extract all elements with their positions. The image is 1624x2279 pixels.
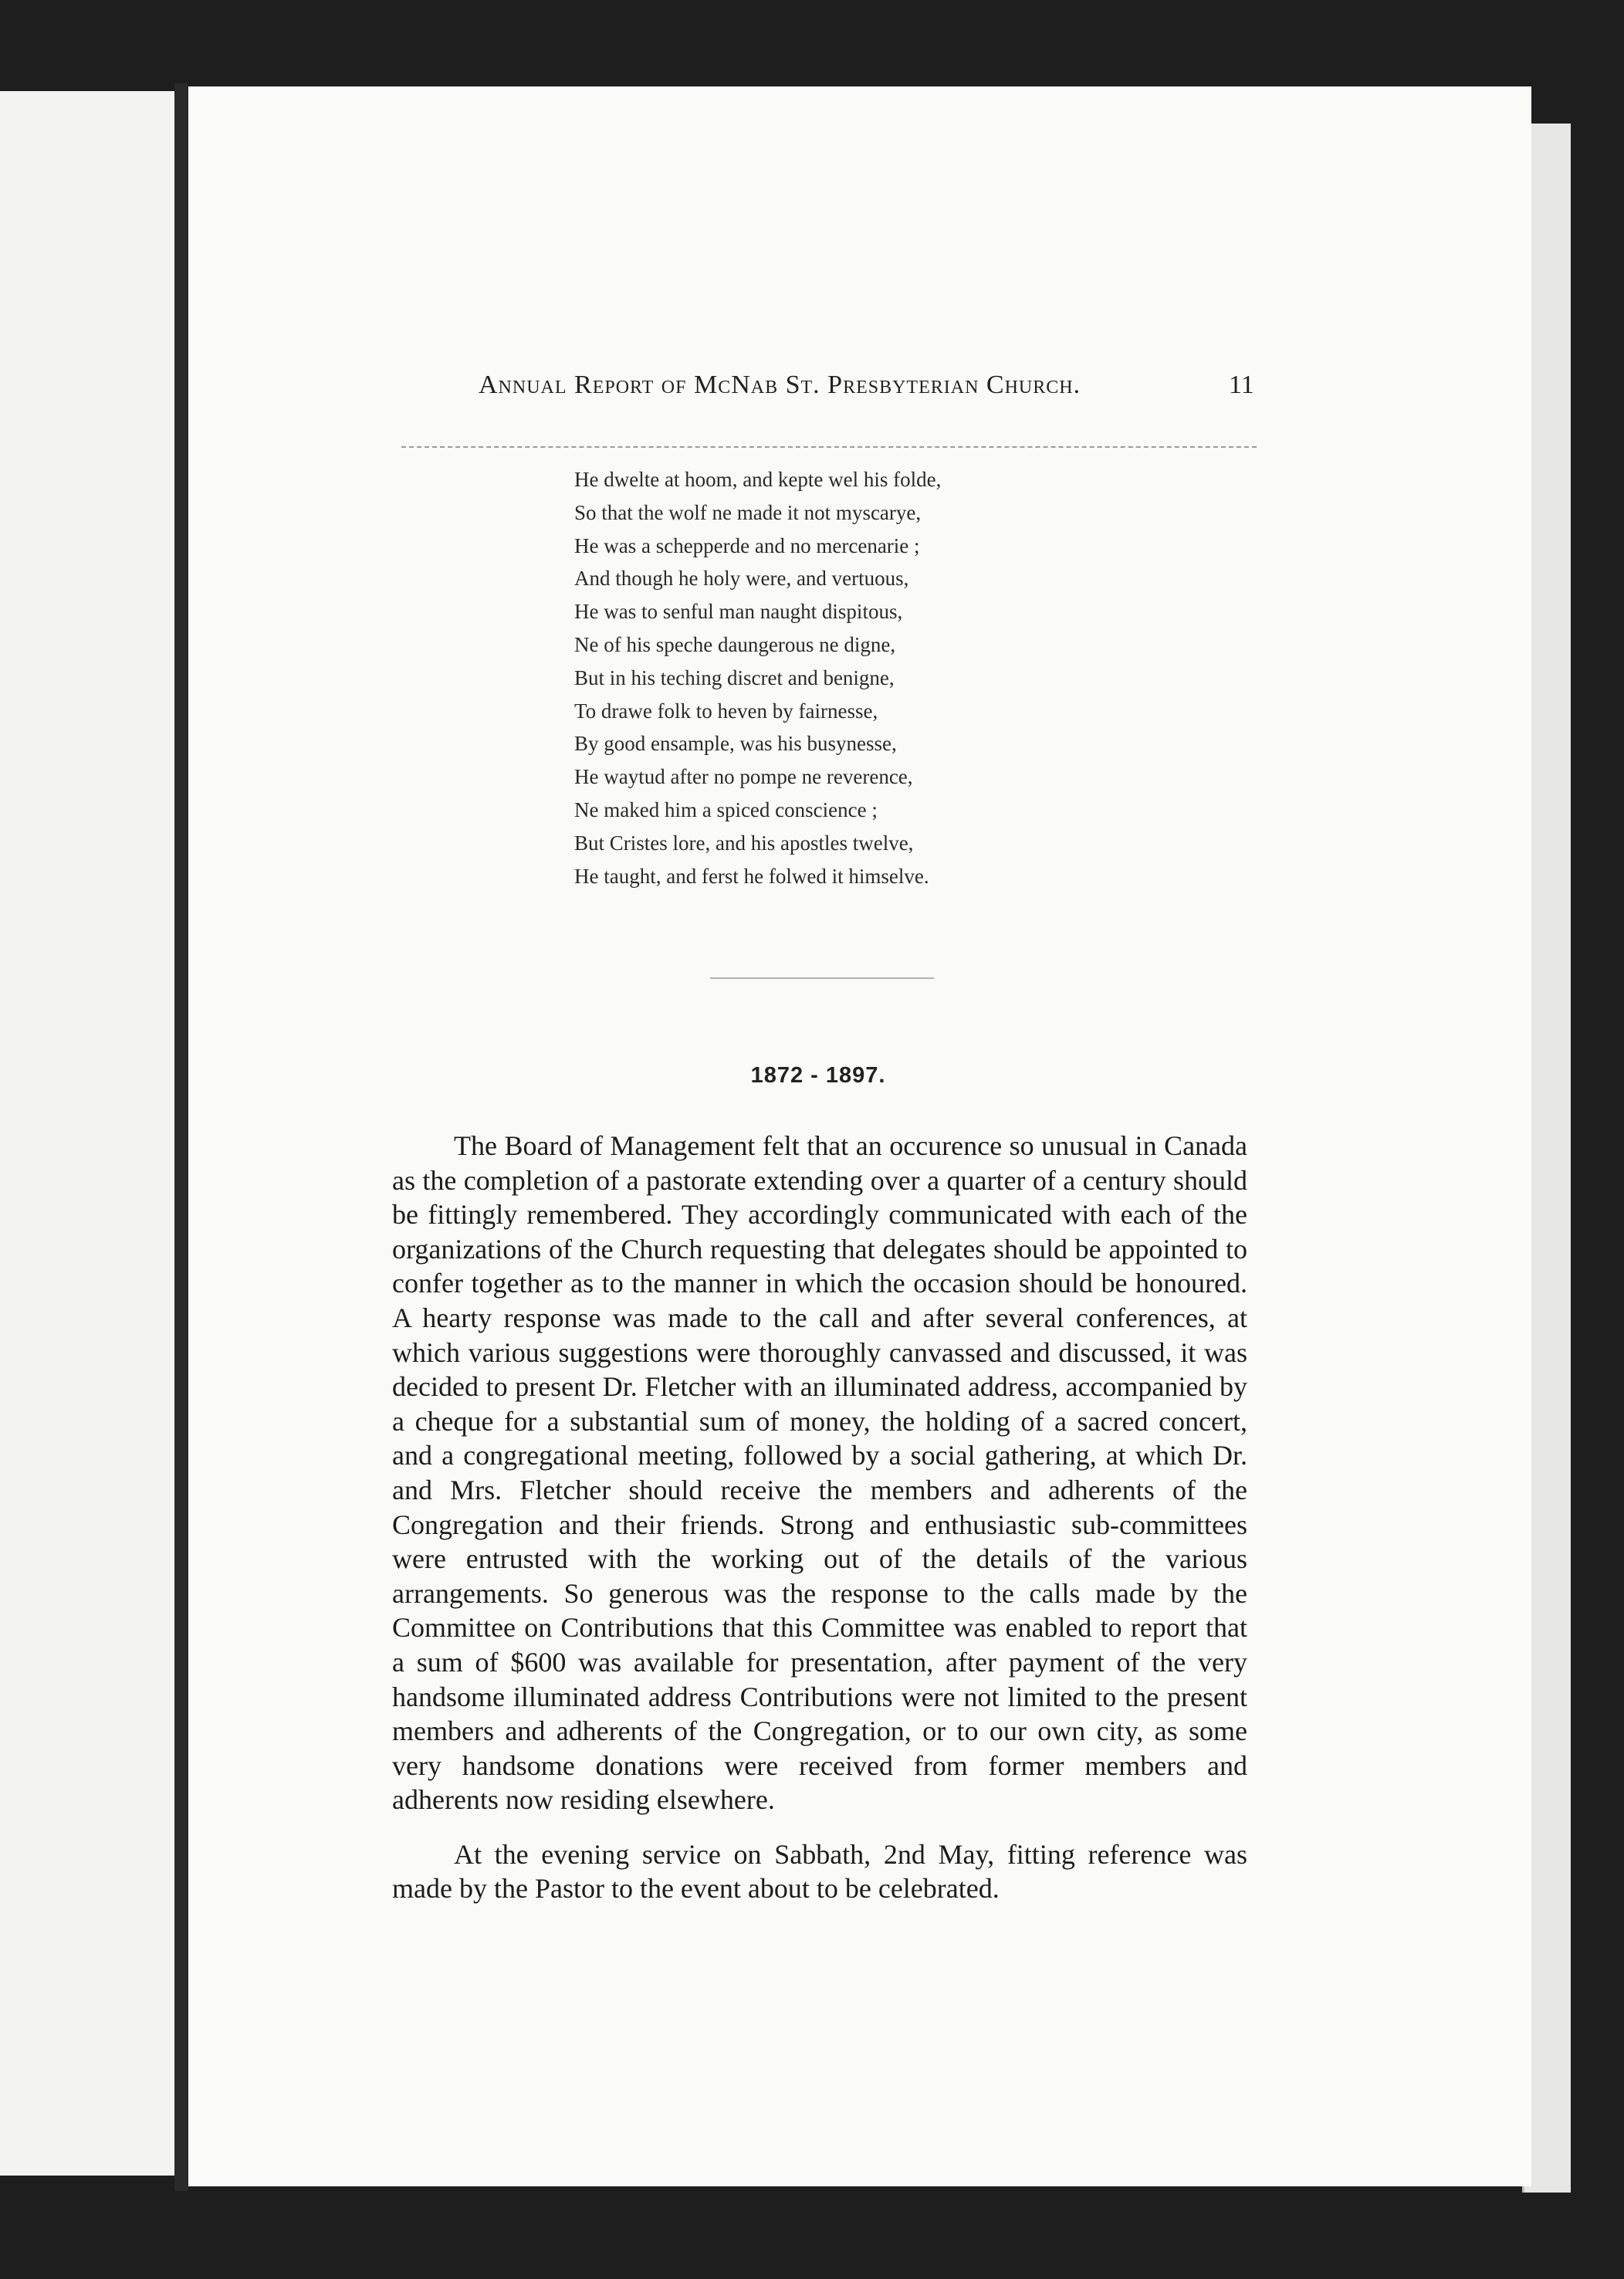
header-rule — [401, 446, 1257, 448]
poem-line: He waytud after no pompe ne reverence, — [574, 765, 913, 789]
facing-page-edge — [0, 91, 179, 2176]
page-number: 11 — [1229, 371, 1254, 399]
running-head: Annual Report of McNab St. Presbyterian Church. — [479, 371, 1081, 399]
section-heading: 1872 - 1897. — [750, 1063, 886, 1088]
book-spine — [174, 83, 188, 2191]
poem-line: Ne of his speche daungerous ne digne, — [574, 632, 896, 656]
poem-line: Ne maked him a spiced conscience ; — [574, 797, 878, 821]
poem-line: But in his teching discret and benigne, — [574, 665, 895, 689]
poem-line: To drawe folk to heven by fairnesse, — [574, 699, 878, 723]
poem-line: And though he holy were, and vertuous, — [574, 567, 909, 591]
paragraph: At the evening service on Sabbath, 2nd May, fitting reference was made by the Pastor to the event about to be celebrated. — [392, 1838, 1247, 1905]
poem-line: He was a schepperde and no mercenarie ; — [574, 533, 920, 557]
poem-line: He taught, and ferst he folwed it himselve. — [574, 864, 929, 888]
poem-line: He was to senful man naught dispitous, — [574, 600, 903, 624]
poem-line: So that the wolf ne made it not myscarye, — [574, 500, 922, 524]
section-separator — [710, 977, 934, 979]
paragraph: The Board of Management felt that an occurence so unusual in Canada as the completion of a pastorate extending over a quarter of a century should be fittingly remembered. They accordingly communicated with each of the organizations of the Church requesting that delegates should be appointed to confer together as to the manner in which the occasion should be honoured. A hearty response was made to the call and after several conferences, at which various suggestions were thoroughly canvassed and discussed, it was decided to present Dr. Fletcher with an illuminated address, accompanied by a cheque for a substantial sum of money, the holding of a sacred concert, and a congregational meeting, followed by a social gathering, at which Dr. and Mrs. Fletcher should receive the members and adherents of the Congregation and their friends. Strong and enthusiastic sub-committees were entrusted with the working out of the details of the various arrangements. So generous was the response to the calls made by the Committee on Contributions that this Committee was enabled to report that a sum of $600 was available for presentation, after payment of the very handsome illuminated address Contributions were not limited to the present members and adherents of the Congregation, or to our own city, as some very handsome donations were received from former members and adherents now residing elsewhere. — [392, 1130, 1247, 1816]
poem-excerpt — [574, 463, 1130, 892]
poem-line: But Cristes lore, and his apostles twelve, — [574, 831, 914, 855]
body-text — [392, 1129, 1247, 1906]
poem-line: He dwelte at hoom, and kepte wel his folde, — [574, 468, 942, 491]
poem-line: By good ensample, was his busynesse, — [574, 732, 897, 756]
